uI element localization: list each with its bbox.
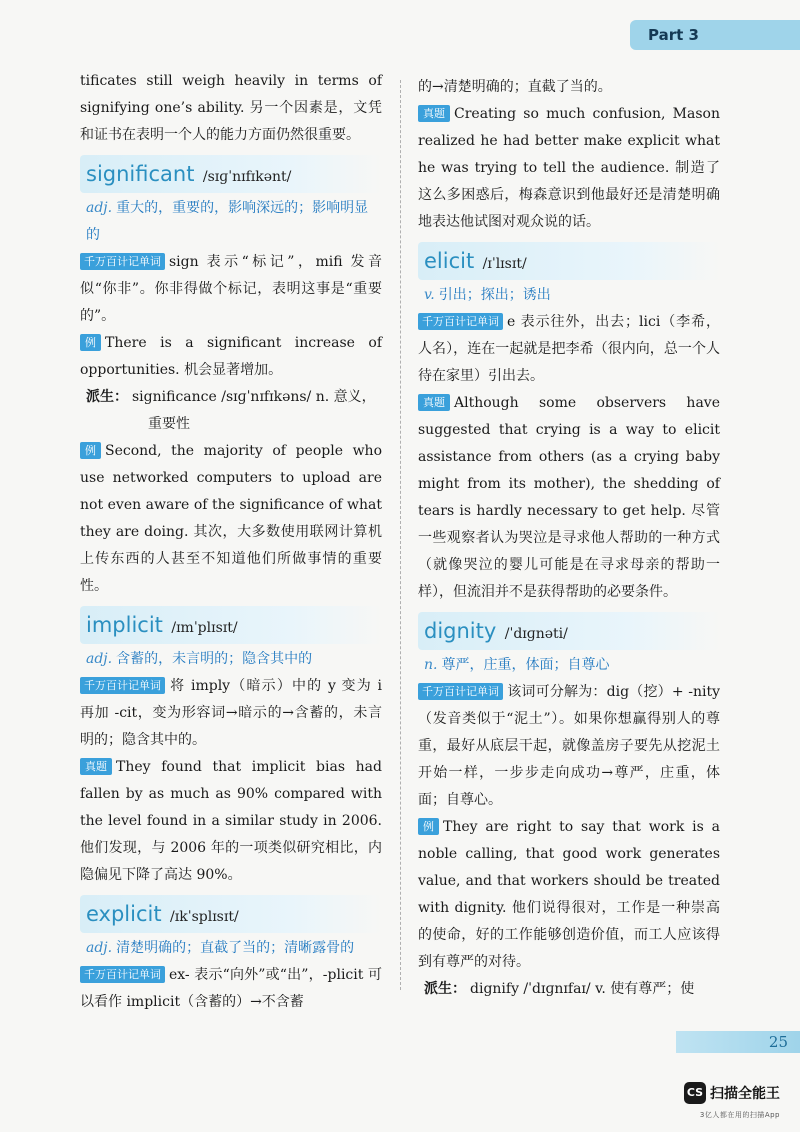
continued-text: 的→清楚明确的；直截了当的。 [418,79,612,95]
right-column [418,74,720,1003]
phonetic: /ɪkˈsplɪsɪt/ [170,909,239,925]
meaning: 重大的，重要的，影响深远的；影响明显的 [86,200,369,243]
headword: significant [86,162,195,186]
derivative-label: 派生： [86,389,128,405]
phonetic: /sɪɡˈnɪfɪkənt/ [202,169,292,185]
pos: n. [424,657,438,673]
meaning: 含蓄的，未言明的；隐含其中的 [116,651,313,667]
mnemonic-tag: 千万百计记单词 [80,253,165,270]
derivative-label: 派生： [424,981,466,997]
entry-elicit [418,242,720,280]
example: 例 There is a significant increase of opportunities. 机会显著增加。 [80,335,382,378]
derivative: 派生： significance /sɪɡˈnɪfɪkəns/ n. 意义， 重要性 [86,389,376,432]
exam-example: 真题 They found that implicit bias had fallen by as much as 90% compared with the level found in a similar study in 2006. 他们发现，与 2006 年的一项类似研究相比，内隐偏见下降了高达 90%。 [80,759,382,883]
meaning: 引出；探出；诱出 [438,287,551,303]
phonetic: /ɪˈlɪsɪt/ [482,256,527,272]
exam-tag: 真题 [418,394,450,411]
definition [418,652,720,679]
exam-tag: 真题 [418,105,450,122]
headword: elicit [424,249,475,273]
mnemonic-tag: 千万百计记单词 [80,677,165,694]
mnemonic: 千万百计记单词 sign 表示“标记”，mifi 发音似“你非”。你非得做个标记，表明这事是“重要的”。 [80,254,382,324]
headword: explicit [86,902,162,926]
meaning: 尊严，庄重，体面；自尊心 [441,657,610,673]
headword: implicit [86,613,163,637]
definition [80,195,382,249]
scanner-subtitle: 3亿人都在用的扫描App [699,1111,780,1119]
headword: dignity [424,619,497,643]
definition [80,646,382,673]
scanner-name: 扫描全能王 [710,1086,780,1102]
entry-significant [80,155,382,193]
example: 例 Second, the majority of people who use networked computers to upload are not even aware of the significance of what they are doing. 其次，大多数使用联网计算机上传东西的人甚至不知道他们所做事情的重要性。 [80,443,382,594]
example-tag: 例 [80,334,101,351]
pos: adj. [86,940,113,956]
left-column [80,68,382,1016]
meaning: 清楚明确的；直截了当的；清晰露骨的 [116,940,355,956]
entry-dignity [418,612,720,650]
definition [80,935,382,962]
exam-example: 真题 Creating so much confusion, Mason realized he had better make explicit what he was trying to tell the audience. 制造了这么多困惑后，梅森意识到他最好还是清楚明确地表达他试图对观众说的话。 [418,106,720,230]
exam-example: 真题 Although some observers have suggested that crying is a way to elicit assistance from others (as a crying baby might from its mother), the shedding of tears is hardly necessary to get help. 尽管一些观察者认为哭泣是寻求他人帮助的一种方式（就像哭泣的婴儿可能是在寻求母亲的帮助一样），但流泪并不是获得帮助的必要条件。 [418,395,720,600]
mnemonic-tag: 千万百计记单词 [418,313,503,330]
mnemonic: 千万百计记单词 将 imply（暗示）中的 y 变为 i 再加 -cit，变为形容词→暗示的→含蓄的，未言明的；隐含其中的。 [80,678,382,748]
mnemonic-tag: 千万百计记单词 [418,683,503,700]
mnemonic-tag: 千万百计记单词 [80,966,165,983]
phonetic: /ˈdɪɡnəti/ [504,626,568,642]
example: 例 They are right to say that work is a noble calling, that good work generates value, and that workers should be treated with dignity. 他们说得很对，工作是一种崇高的使命，好的工作能够创造价值，而工人应该得到有尊严的对待。 [418,819,720,970]
scanner-watermark [684,1082,780,1104]
pos: adj. [86,651,113,667]
entry-implicit [80,606,382,644]
definition [418,282,720,309]
mnemonic: 千万百计记单词 ex- 表示“向外”或“出”，-plicit 可以看作 implicit（含蓄的）→不含蓄 [80,967,382,1010]
phonetic: /ɪmˈplɪsɪt/ [171,620,238,636]
column-divider [400,80,401,990]
page-number: 25 [676,1031,800,1053]
derivative: 派生： dignify /ˈdɪɡnɪfaɪ/ v. 使有尊严；使 [424,981,695,997]
pos: adj. [86,200,113,216]
entry-explicit [80,895,382,933]
cs-logo-icon: CS [684,1082,706,1104]
pos: v. [424,287,435,303]
mnemonic: 千万百计记单词 该词可分解为：dig（挖）+ -nity（发音类似于“泥土”）。如果你想赢得别人的尊重，最好从底层干起，就像盖房子要先从挖泥土开始一样，一步步走向成功→尊严，庄重，体面；自尊心。 [418,684,720,808]
intro-text: tificates still weigh heavily in terms of signifying one’s ability. 另一个因素是，文凭和证书在表明一个人的能力方面仍然很重要。 [80,73,382,143]
exam-tag: 真题 [80,758,112,775]
part-tab: Part 3 [630,20,800,50]
mnemonic: 千万百计记单词 e 表示往外，出去；lici（李希，人名），连在一起就是把李希（很内向，总一个人待在家里）引出去。 [418,314,720,384]
example-tag: 例 [80,442,101,459]
example-tag: 例 [418,818,439,835]
